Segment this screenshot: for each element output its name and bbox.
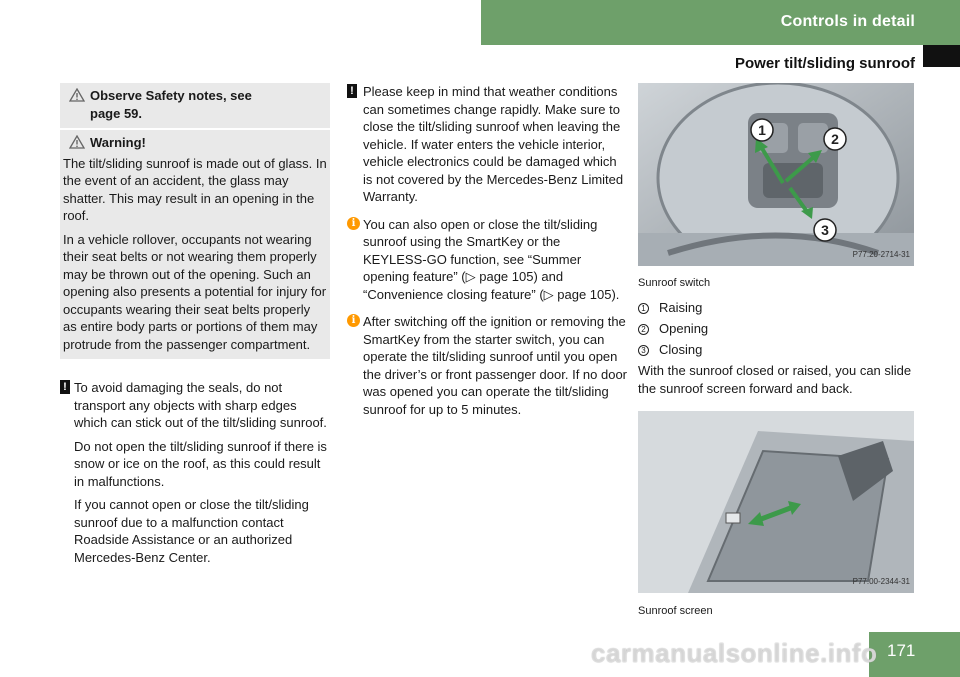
- exclamation-icon: !: [60, 380, 70, 394]
- warning-title: Warning!: [90, 135, 146, 150]
- notice-paragraph-2: Do not open the tilt/sliding sunroof if there is snow or ice on the roof, as this could result in malfunctions.: [74, 438, 327, 489]
- legend-item: 1 Raising: [638, 299, 914, 317]
- photo-code: P77.00-2344-31: [852, 576, 910, 586]
- notice-paragraph-3: If you cannot open or close the tilt/sliding sunroof due to a malfunction contact Roadside Assistance or an authorized Mercedes-Benz Center.: [74, 497, 309, 565]
- watermark: carmanualsonline.info: [591, 638, 878, 668]
- weather-notice: [347, 83, 627, 206]
- exclamation-icon: !: [347, 84, 357, 98]
- warning-triangle-icon: [69, 135, 85, 149]
- warning-box: [60, 130, 330, 359]
- sunroof-screen-illustration: [638, 411, 914, 593]
- section-title: Controls in detail: [780, 13, 915, 30]
- safety-notes-line1: Observe Safety notes, see: [90, 88, 252, 103]
- safety-notes-box: [60, 83, 330, 128]
- damage-notice: [60, 379, 330, 566]
- info-icon: i: [347, 217, 360, 230]
- sunroof-screen-photo: [638, 411, 914, 593]
- callout-1: 1: [758, 122, 766, 138]
- column-left: [60, 83, 330, 572]
- sunroof-switch-illustration: [638, 83, 914, 266]
- sunroof-switch-caption: Sunroof switch: [638, 277, 711, 289]
- info-smartkey: [347, 216, 627, 304]
- page-number: 171: [869, 632, 960, 677]
- safety-notes-line2: page 59.: [90, 105, 143, 121]
- warning-paragraph-2: In a vehicle rollover, occupants not wearing their seat belts or not wearing them properly may be thrown out of the opening. Such an opening also presents a potential for injury for occupants wearing their seat belts properly as entire body parts or portions of them may protrude from the passenger compartment.: [63, 231, 327, 352]
- info-ignition: [347, 313, 627, 418]
- notice-paragraph-1: To avoid damaging the seals, do not transport any objects with sharp edges which can stick out of the tilt/sliding sunroof.: [74, 380, 327, 430]
- info-icon: i: [347, 314, 360, 327]
- callout-3: 3: [821, 222, 829, 238]
- legend-item: 3 Closing: [638, 341, 914, 359]
- sunroof-switch-photo: [638, 83, 914, 266]
- legend-item: 2 Opening: [638, 320, 914, 338]
- warning-triangle-icon: [69, 88, 85, 102]
- weather-notice-text: Please keep in mind that weather conditions can sometimes change rapidly. Make sure to close the tilt/sliding sunroof when leaving the vehicle. If water enters the vehicle interior, vehicle electronics could be damaged which is not covered by the Mercedes-Benz Limited Warranty.: [363, 84, 624, 204]
- sunroof-screen-caption: Sunroof screen: [638, 605, 713, 617]
- screen-description: With the sunroof closed or raised, you can slide the sunroof screen forward and back.: [638, 363, 912, 396]
- info-ignition-text: After switching off the ignition or removing the SmartKey from the starter switch, you can operate the tilt/sliding sunroof until you open the driver’s or front passenger door. If no door was opened you can operate the tilt/sliding sunroof for up to 5 minutes.: [363, 314, 628, 417]
- column-right: [638, 83, 914, 621]
- switch-legend: [638, 299, 914, 359]
- callout-2: 2: [831, 131, 839, 147]
- photo-code: P77.20-2714-31: [852, 249, 910, 259]
- page-subtitle: Power tilt/sliding sunroof: [735, 55, 915, 72]
- column-middle: [347, 83, 627, 428]
- info-smartkey-text: You can also open or close the tilt/sliding sunroof using the SmartKey or the KEYLESS-GO function, see “Summer opening feature” (▷ page 105) and “Convenience closing feature” (▷ page 105).: [363, 216, 620, 302]
- warning-paragraph-1: The tilt/sliding sunroof is made out of glass. In the event of an accident, the glass may shatter. This may result in an opening in the roof.: [63, 155, 327, 223]
- header-marker: [923, 45, 960, 67]
- section-header-band: [481, 0, 960, 45]
